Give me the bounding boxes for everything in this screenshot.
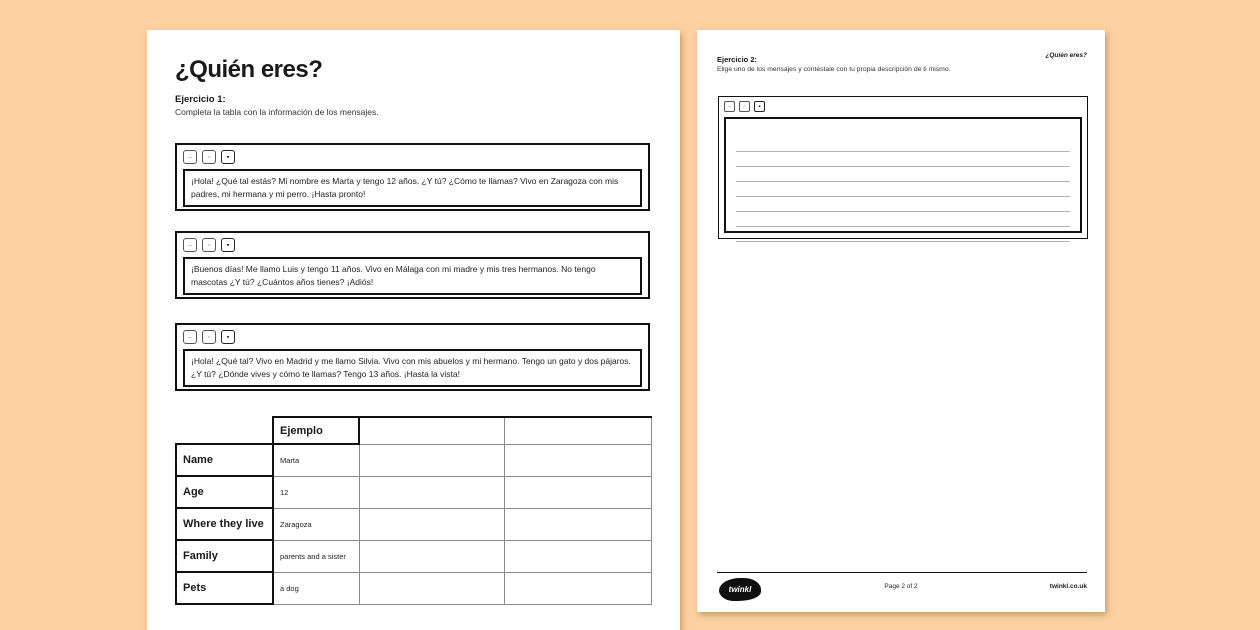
writing-line — [736, 212, 1070, 227]
reply-message-window — [718, 96, 1088, 239]
maximize-icon: ▫ — [202, 150, 216, 164]
answer-cell — [359, 444, 504, 476]
close-icon: ▪ — [754, 101, 765, 112]
answer-cell — [504, 572, 651, 604]
writing-line — [736, 167, 1070, 182]
table-row — [176, 508, 651, 540]
answer-cell — [504, 444, 651, 476]
example-cell: Zaragoza — [273, 508, 359, 540]
example-cell: Marta — [273, 444, 359, 476]
row-label: Pets — [176, 572, 273, 604]
window-controls — [183, 150, 642, 165]
example-cell: 12 — [273, 476, 359, 508]
window-controls — [183, 238, 642, 253]
message-text: ¡Buenos días! Me llamo Luis y tengo 11 años. Vivo en Málaga con mi madre y mis tres hermanos. No tengo mascotas ¿Y tú? ¿Cuántos años tienes? ¡Adiós! — [183, 257, 642, 295]
answer-cell — [504, 476, 651, 508]
writing-line — [736, 197, 1070, 212]
writing-line — [736, 137, 1070, 152]
message-window-1 — [175, 143, 650, 211]
exercise2-instruction: Elige uno de los mensajes y contéstale con tu propia descripción de ti mismo. — [717, 66, 951, 73]
close-icon: ▪ — [221, 330, 235, 344]
message-text: ¡Hola! ¿Qué tal estás? Mi nombre es Marta y tengo 12 años. ¿Y tú? ¿Cómo te llamas? Vivo en Zaragoza con mis padres, mi hermana y mi perro. ¡Hasta pronto! — [183, 169, 642, 207]
example-column-header: Ejemplo — [273, 417, 359, 444]
worksheet-page-2 — [697, 30, 1105, 612]
window-controls — [183, 330, 642, 345]
table-corner-blank — [176, 417, 273, 444]
row-label: Name — [176, 444, 273, 476]
minimize-icon: – — [183, 330, 197, 344]
answer-cell — [504, 508, 651, 540]
table-row — [176, 572, 651, 604]
website-url: twinkl.co.uk — [1049, 583, 1087, 590]
maximize-icon: ▫ — [202, 238, 216, 252]
info-table — [175, 416, 652, 605]
writing-line — [736, 227, 1070, 242]
answer-cell — [359, 572, 504, 604]
close-icon: ▪ — [221, 238, 235, 252]
row-label: Where they live — [176, 508, 273, 540]
example-cell: a dog — [273, 572, 359, 604]
answer-cell — [504, 540, 651, 572]
row-label: Family — [176, 540, 273, 572]
writing-line — [736, 182, 1070, 197]
example-cell: parents and a sister — [273, 540, 359, 572]
table-row — [176, 476, 651, 508]
writing-area — [724, 117, 1082, 233]
exercise1-heading: Ejercicio 1: — [175, 94, 226, 105]
table-row — [176, 444, 651, 476]
close-icon: ▪ — [221, 150, 235, 164]
row-label: Age — [176, 476, 273, 508]
worksheet-page-1 — [147, 30, 680, 630]
minimize-icon: – — [724, 101, 735, 112]
writing-line — [736, 152, 1070, 167]
window-controls — [724, 101, 1082, 113]
answer-cell — [359, 476, 504, 508]
table-row — [176, 540, 651, 572]
answer-cell — [359, 540, 504, 572]
message-window-2 — [175, 231, 650, 299]
page-number: Page 2 of 2 — [884, 583, 918, 590]
page-title: ¿Quién eres? — [175, 56, 323, 83]
exercise2-heading: Ejercicio 2: — [717, 55, 758, 64]
answer-cell — [359, 508, 504, 540]
minimize-icon: – — [183, 150, 197, 164]
empty-column-header — [359, 417, 504, 444]
twinkl-logo: twinkl — [719, 578, 761, 601]
maximize-icon: ▫ — [739, 101, 750, 112]
corner-title: ¿Quién eres? — [1045, 52, 1087, 59]
footer-divider — [717, 572, 1087, 573]
message-window-3 — [175, 323, 650, 391]
empty-column-header — [504, 417, 651, 444]
message-text: ¡Hola! ¿Qué tal? Vivo en Madrid y me llamo Silvia. Vivo con mis abuelos y mi hermano. Tengo un gato y dos pájaros. ¿Y tú? ¿Dónde vives y cómo te llamas? Tengo 13 años. ¡Hasta la vista! — [183, 349, 642, 387]
maximize-icon: ▫ — [202, 330, 216, 344]
minimize-icon: – — [183, 238, 197, 252]
exercise1-instruction: Completa la tabla con la información de los mensajes. — [175, 107, 379, 117]
table-header-row — [176, 417, 651, 444]
